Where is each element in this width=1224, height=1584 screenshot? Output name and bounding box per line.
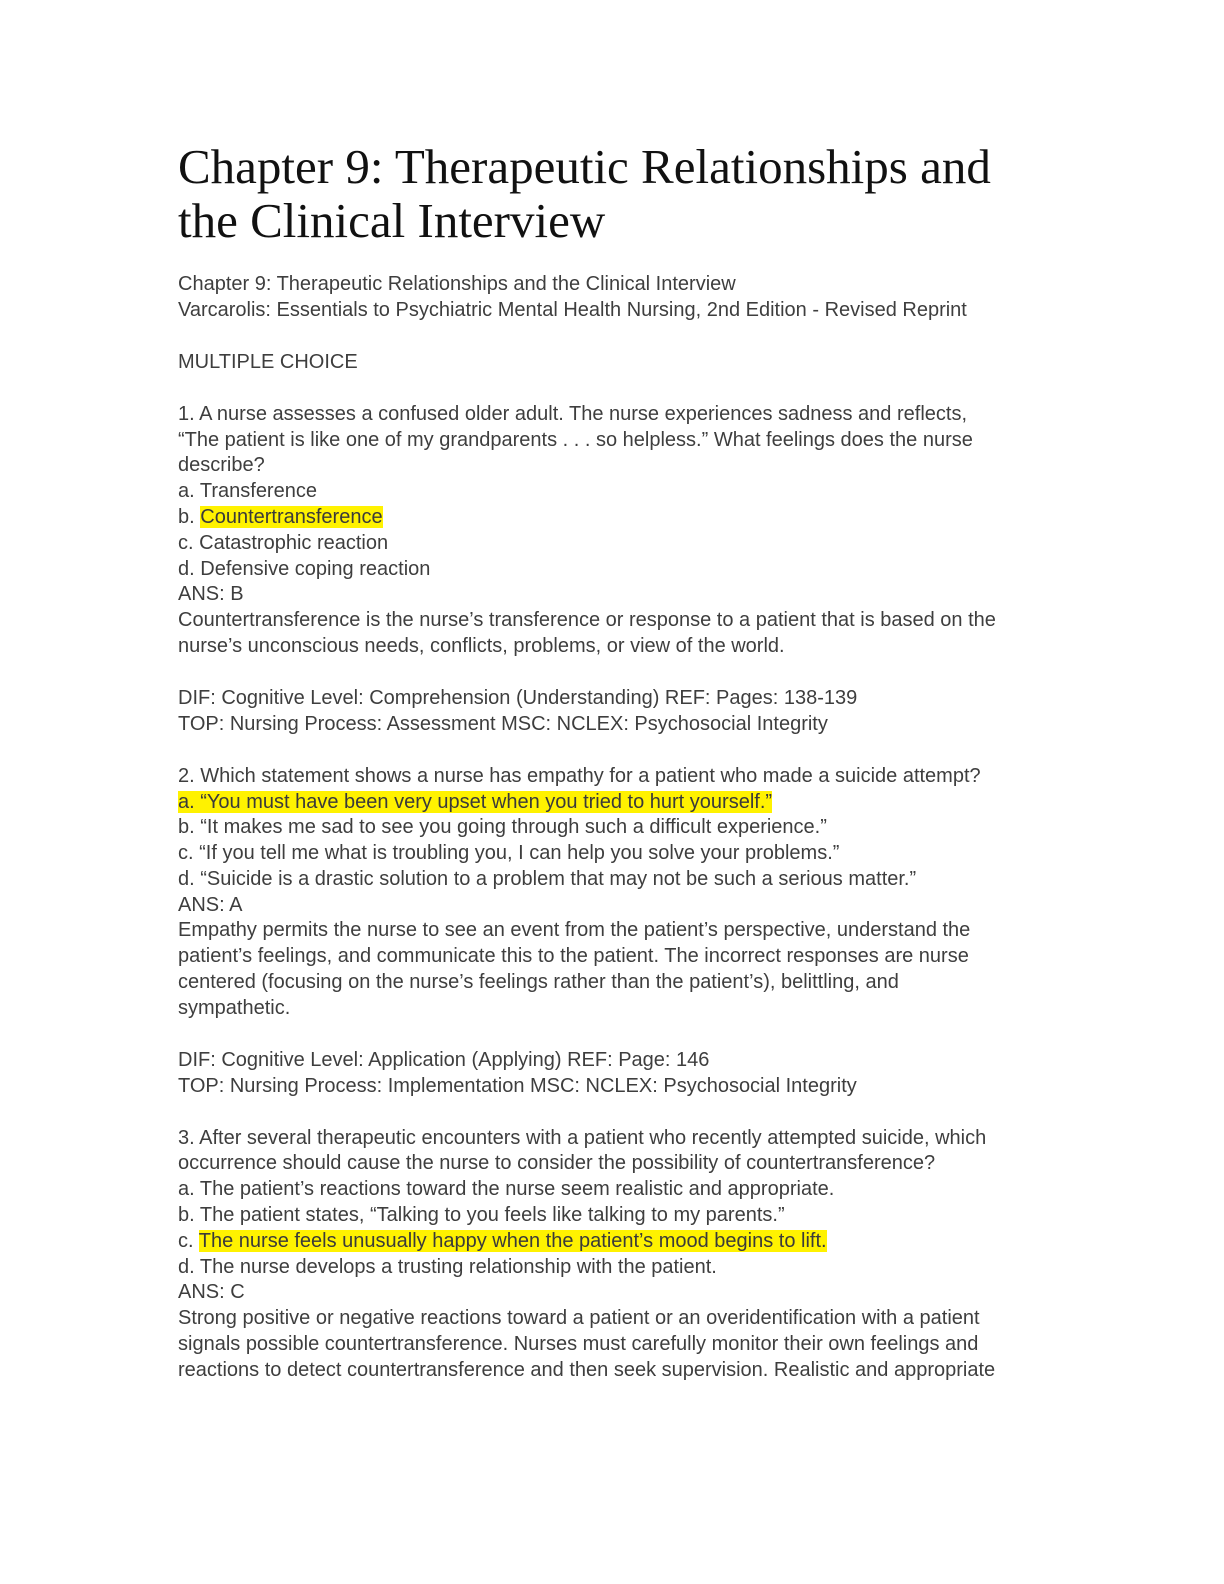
question-stem: 3. After several therapeutic encounters with a patient who recently attempted suicide, which	[178, 1126, 987, 1149]
metadata: DIF: Cognitive Level: Application (Applying) REF: Page: 146	[178, 1048, 710, 1071]
question-3	[178, 1126, 1058, 1384]
option-b	[178, 815, 1058, 841]
rationale: patient’s feelings, and communicate this to the patient. The incorrect responses are nurse	[178, 945, 969, 968]
option-text: “Suicide is a drastic solution to a problem that may not be such a serious matter.”	[200, 867, 917, 890]
title-line: the Clinical Interview	[178, 193, 606, 248]
option-prefix: b.	[178, 816, 201, 839]
option-prefix: b.	[178, 505, 201, 528]
option-text: The nurse develops a trusting relationship with the patient.	[199, 1255, 717, 1278]
option-a	[178, 1177, 1058, 1203]
answer: ANS: C	[178, 1281, 245, 1304]
document-body	[178, 272, 1058, 1384]
option-prefix: c.	[178, 1229, 199, 1252]
option-prefix: c.	[178, 531, 200, 554]
option-text: Defensive coping reaction	[200, 557, 431, 580]
option-a	[178, 790, 1058, 816]
rationale: centered (focusing on the nurse’s feelings rather than the patient’s), belittling, and	[178, 971, 899, 994]
subtitle: Chapter 9: Therapeutic Relationships and the Clinical Interview	[178, 273, 736, 295]
document-page	[178, 140, 1058, 1384]
question-stem: 1. A nurse assesses a confused older adult. The nurse experiences sadness and reflects,	[178, 402, 967, 425]
option-d	[178, 557, 1058, 583]
option-text-highlighted: Countertransference	[200, 505, 383, 528]
option-d	[178, 1255, 1058, 1281]
option-prefix: b.	[178, 1204, 200, 1227]
question-stem: 2. Which statement shows a nurse has empathy for a patient who made a suicide attempt?	[178, 764, 981, 787]
option-prefix: c.	[178, 842, 200, 865]
option-prefix: d.	[178, 1255, 200, 1278]
option-prefix: d.	[178, 867, 201, 890]
option-c	[178, 531, 1058, 557]
option-prefix: a.	[178, 1178, 200, 1201]
question-1	[178, 402, 1058, 764]
option-text: The patient’s reactions toward the nurse seem realistic and appropriate.	[199, 1178, 835, 1201]
rationale: nurse’s unconscious needs, conflicts, problems, or view of the world.	[178, 634, 785, 657]
option-text-highlighted: The nurse feels unusually happy when the patient’s mood begins to lift.	[198, 1229, 827, 1252]
option-b	[178, 1203, 1058, 1229]
option-d	[178, 867, 1058, 893]
question-stem: occurrence should cause the nurse to consider the possibility of countertransference?	[178, 1152, 936, 1175]
option-text: “It makes me sad to see you going through such a difficult experience.”	[200, 816, 827, 839]
option-prefix: d.	[178, 557, 201, 580]
question-stem: describe?	[178, 454, 265, 477]
page-title	[178, 140, 1058, 248]
rationale: Countertransference is the nurse’s transference or response to a patient that is based on the	[178, 609, 996, 632]
option-c	[178, 841, 1058, 867]
answer: ANS: A	[178, 893, 243, 916]
question-stem: “The patient is like one of my grandparents . . . so helpless.” What feelings does the nurse	[178, 428, 973, 451]
metadata: TOP: Nursing Process: Implementation MSC: NCLEX: Psychosocial Integrity	[178, 1074, 857, 1097]
option-text: Catastrophic reaction	[199, 531, 389, 554]
rationale: Strong positive or negative reactions toward a patient or an overidentification with a patient	[178, 1307, 980, 1330]
rationale: Empathy permits the nurse to see an event from the patient’s perspective, understand the	[178, 919, 971, 942]
option-text: The patient states, “Talking to you feels like talking to my parents.”	[199, 1204, 785, 1227]
option-prefix: a.	[178, 480, 200, 503]
option-c	[178, 1229, 1058, 1255]
option-a	[178, 479, 1058, 505]
title-line: Chapter 9: Therapeutic Relationships and	[178, 139, 991, 194]
option-b	[178, 505, 1058, 531]
rationale: reactions to detect countertransference and then seek supervision. Realistic and appropriate	[178, 1358, 996, 1381]
option-text: “If you tell me what is troubling you, I can help you solve your problems.”	[199, 842, 840, 865]
question-2	[178, 764, 1058, 1126]
metadata: DIF: Cognitive Level: Comprehension (Understanding) REF: Pages: 138-139	[178, 686, 858, 709]
metadata: TOP: Nursing Process: Assessment MSC: NCLEX: Psychosocial Integrity	[178, 712, 828, 735]
rationale: signals possible countertransference. Nurses must carefully monitor their own feelings and	[178, 1333, 979, 1356]
book-title: Varcarolis: Essentials to Psychiatric Mental Health Nursing, 2nd Edition - Revised Reprint	[178, 298, 967, 321]
rationale: sympathetic.	[178, 996, 291, 1019]
option-text-highlighted: a. “You must have been very upset when you tried to hurt yourself.”	[178, 790, 773, 813]
answer: ANS: B	[178, 583, 244, 606]
section-heading: MULTIPLE CHOICE	[178, 350, 358, 373]
option-text: Transference	[199, 480, 317, 503]
